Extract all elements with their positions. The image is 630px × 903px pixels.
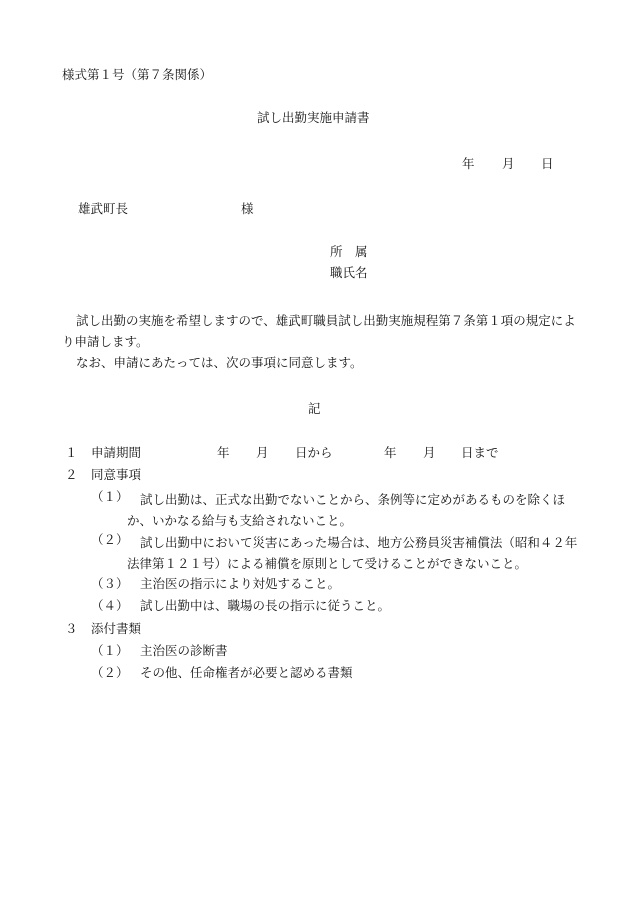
period-start-year: 年 <box>217 445 230 460</box>
date-year-label: 年 <box>462 156 475 171</box>
attachment-item-2-text: その他、任命権者が必要と認める書類 <box>140 665 353 680</box>
period-start-day: 日から <box>295 445 333 460</box>
section-1-title: 申請期間 <box>91 445 142 460</box>
attachment-item-1-text: 主治医の診断書 <box>140 643 228 658</box>
attachment-item-2-number: （２） <box>91 665 129 680</box>
period-end-year: 年 <box>384 445 397 460</box>
body-paragraph-request: 試し出勤の実施を希望しますので、雄武町職員試し出勤実施規程第７条第１項の規定により申請します。 <box>62 313 576 349</box>
body-paragraph-consent: なお、申請にあたっては、次の事項に同意します。 <box>76 355 363 370</box>
consent-item-3-text: 主治医の指示により対処すること。 <box>140 576 341 591</box>
addressee-honorific: 様 <box>241 201 254 216</box>
attachment-item-1-number: （１） <box>91 643 129 658</box>
date-month-label: 月 <box>502 156 515 171</box>
section-2-number: ２ <box>65 467 78 482</box>
section-3-number: ３ <box>65 621 78 636</box>
consent-item-1-text: 試し出勤は、正式な出勤でないことから、条例等に定めがあるものを除くほか、いかなる給与も支給されないこと。 <box>127 492 566 528</box>
period-end-month: 月 <box>423 445 436 460</box>
period-start-month: 月 <box>256 445 269 460</box>
consent-item-2-number: （２） <box>91 532 129 547</box>
ki-heading: 記 <box>308 401 321 416</box>
addressee-name: 雄武町長 <box>78 201 129 216</box>
form-label: 様式第１号（第７条関係） <box>62 67 213 82</box>
applicant-affiliation-label: 所 属 <box>330 244 368 259</box>
consent-item-1-number: （１） <box>91 489 129 504</box>
consent-item-3-number: （３） <box>91 576 129 591</box>
applicant-name-label: 職氏名 <box>330 265 368 280</box>
date-day-label: 日 <box>541 156 554 171</box>
consent-item-4-text: 試し出勤中は、職場の長の指示に従うこと。 <box>140 598 391 613</box>
section-3-title: 添付書類 <box>91 621 142 636</box>
section-2-title: 同意事項 <box>91 467 142 482</box>
consent-item-4-number: （４） <box>91 598 129 613</box>
period-end-day: 日まで <box>461 445 499 460</box>
consent-item-2-text: 試し出勤中において災害にあった場合は、地方公務員災害補償法（昭和４２年法律第１２１号）による補償を原則として受けることができないこと。 <box>127 535 578 571</box>
section-1-number: １ <box>65 445 78 460</box>
document-title: 試し出勤実施申請書 <box>257 110 370 125</box>
